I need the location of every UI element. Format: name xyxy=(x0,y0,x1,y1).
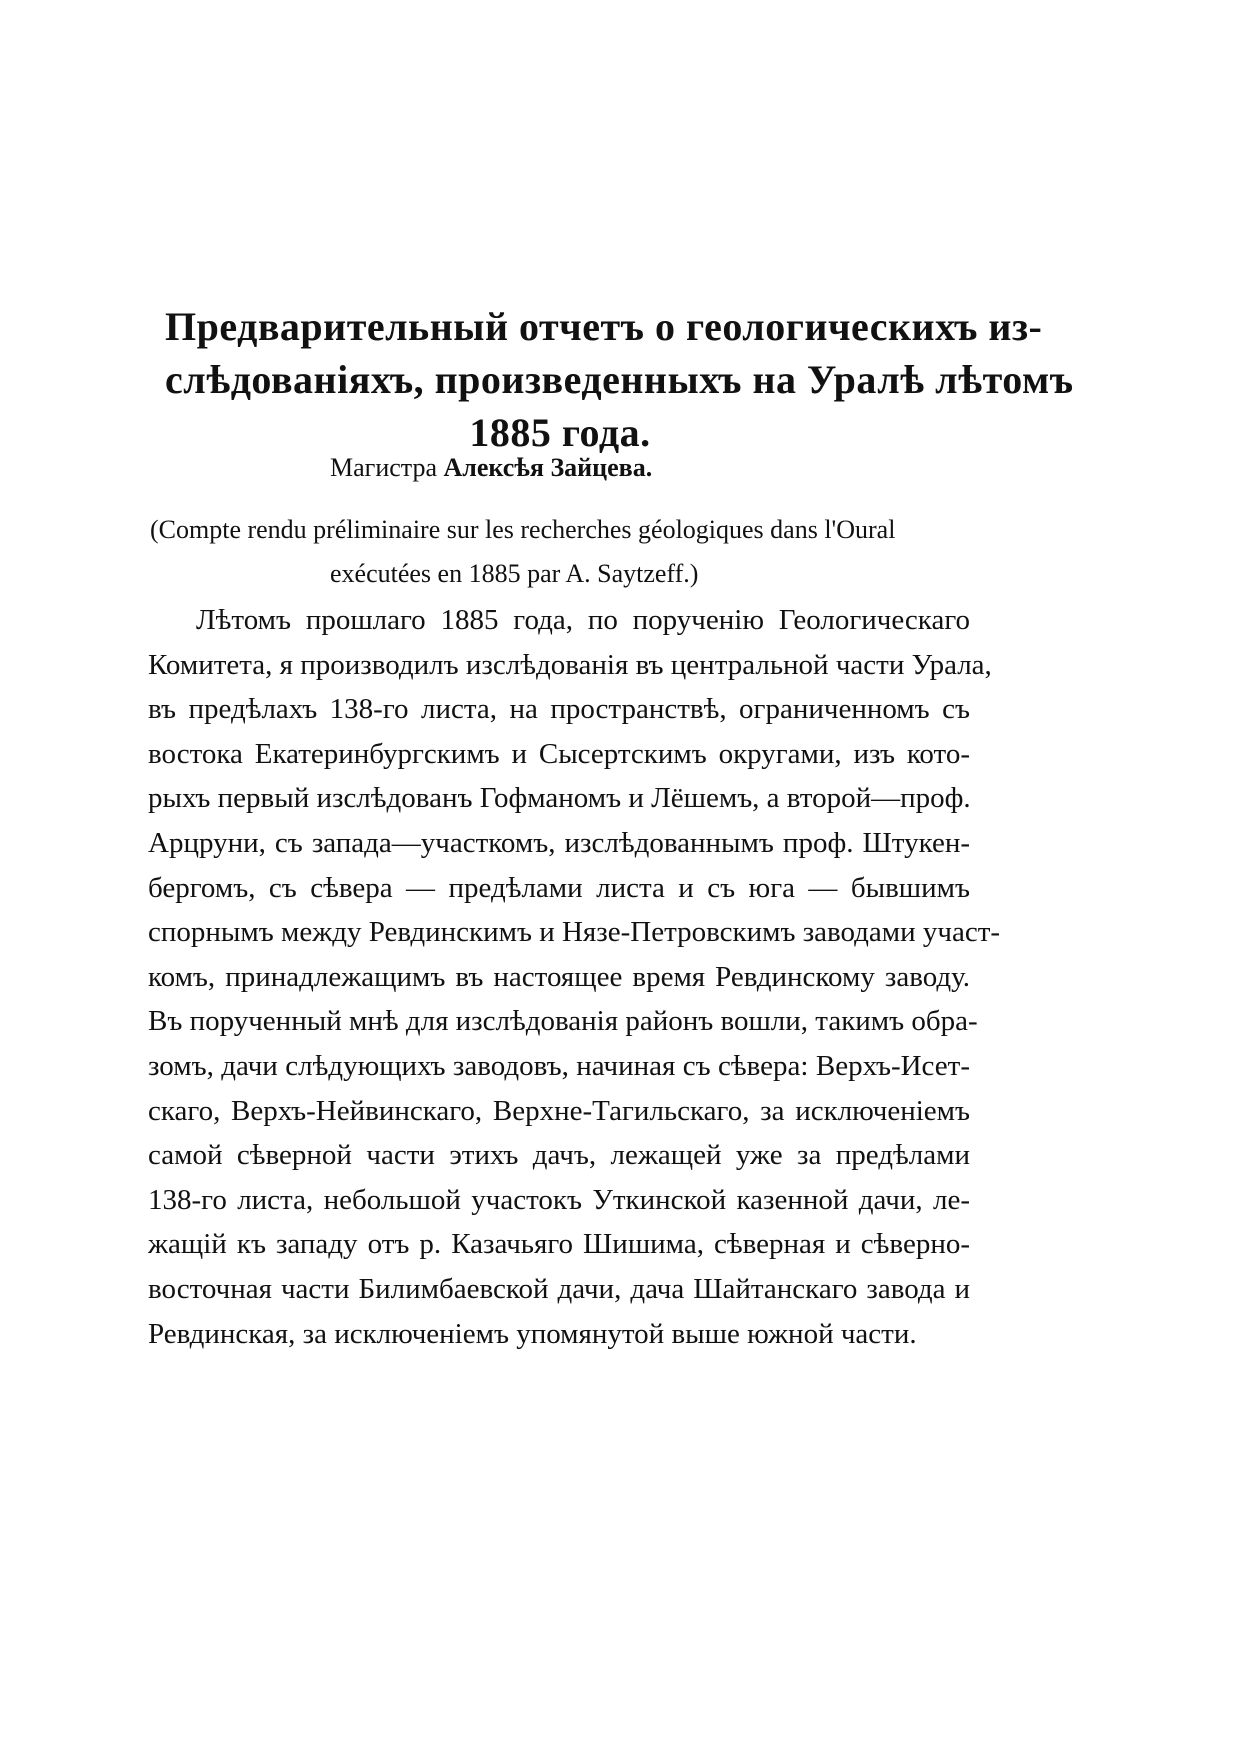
author-prefix: Магистра xyxy=(330,453,437,482)
body-line: Лѣтомъ прошлаго 1885 года, по порученію Геологическаго xyxy=(196,604,970,636)
body-line: рыхъ первый изслѣдованъ Гофманомъ и Лёшемъ, а второй—проф. xyxy=(148,782,971,815)
title-line-1: Предварительный отчетъ о геологическихъ из- xyxy=(165,304,1043,349)
body-line: востока Екатеринбургскимъ и Сысертскимъ округами, изъ кото- xyxy=(148,737,970,770)
body-paragraph xyxy=(148,598,1001,1356)
body-line: Комитета, я производилъ изслѣдованія въ центральной части Урала, xyxy=(148,648,992,681)
body-line: скаго, Верхъ-Нейвинскаго, Верхне-Тагильскаго, за исключеніемъ xyxy=(148,1094,970,1127)
body-line: комъ, принадлежащимъ въ настоящее время Ревдинскому заводу. xyxy=(148,960,970,993)
body-line: 138-го листа, небольшой участокъ Уткинской казенной дачи, ле- xyxy=(148,1183,970,1216)
title-line-3: 1885 года. xyxy=(469,410,651,455)
body-line: жащій къ западу отъ р. Казачьяго Шишима, сѣверная и сѣверно- xyxy=(148,1228,970,1261)
body-line: Въ порученный мнѣ для изслѣдованія районъ вошли, такимъ обра- xyxy=(148,1005,978,1038)
body-line: въ предѣлахъ 138-го листа, на пространствѣ, ограниченномъ съ xyxy=(148,693,970,726)
title-line-2: слѣдованіяхъ, произведенныхъ на Уралѣ лѣтомъ xyxy=(165,357,1074,402)
body-line: Ревдинская, за исключеніемъ упомянутой выше южной части. xyxy=(148,1317,917,1350)
body-line: самой сѣверной части этихъ дачъ, лежащей уже за предѣлами xyxy=(148,1139,970,1172)
author-name: Алексѣя Зайцева. xyxy=(443,453,653,482)
french-subtitle-line-2: exécutées en 1885 par A. Saytzeff.) xyxy=(330,559,699,588)
author-line xyxy=(330,452,930,484)
body-line: Арцруни, съ запада—участкомъ, изслѣдованнымъ проф. Штукен- xyxy=(148,826,970,859)
french-subtitle-line-1: (Compte rendu préliminaire sur les recherches géologiques dans l'Oural xyxy=(150,515,896,544)
body-line: восточная части Билимбаевской дачи, дача Шайтанскаго завода и xyxy=(148,1272,970,1305)
french-subtitle xyxy=(140,508,1000,596)
body-line: зомъ, дачи слѣдующихъ заводовъ, начиная съ сѣвера: Верхъ-Исет- xyxy=(148,1049,970,1082)
document-title xyxy=(150,300,1074,459)
body-line: спорнымъ между Ревдинскимъ и Нязе-Петровскимъ заводами участ- xyxy=(148,916,1001,949)
body-line: бергомъ, съ сѣвера — предѣлами листа и съ юга — бывшимъ xyxy=(148,871,970,904)
